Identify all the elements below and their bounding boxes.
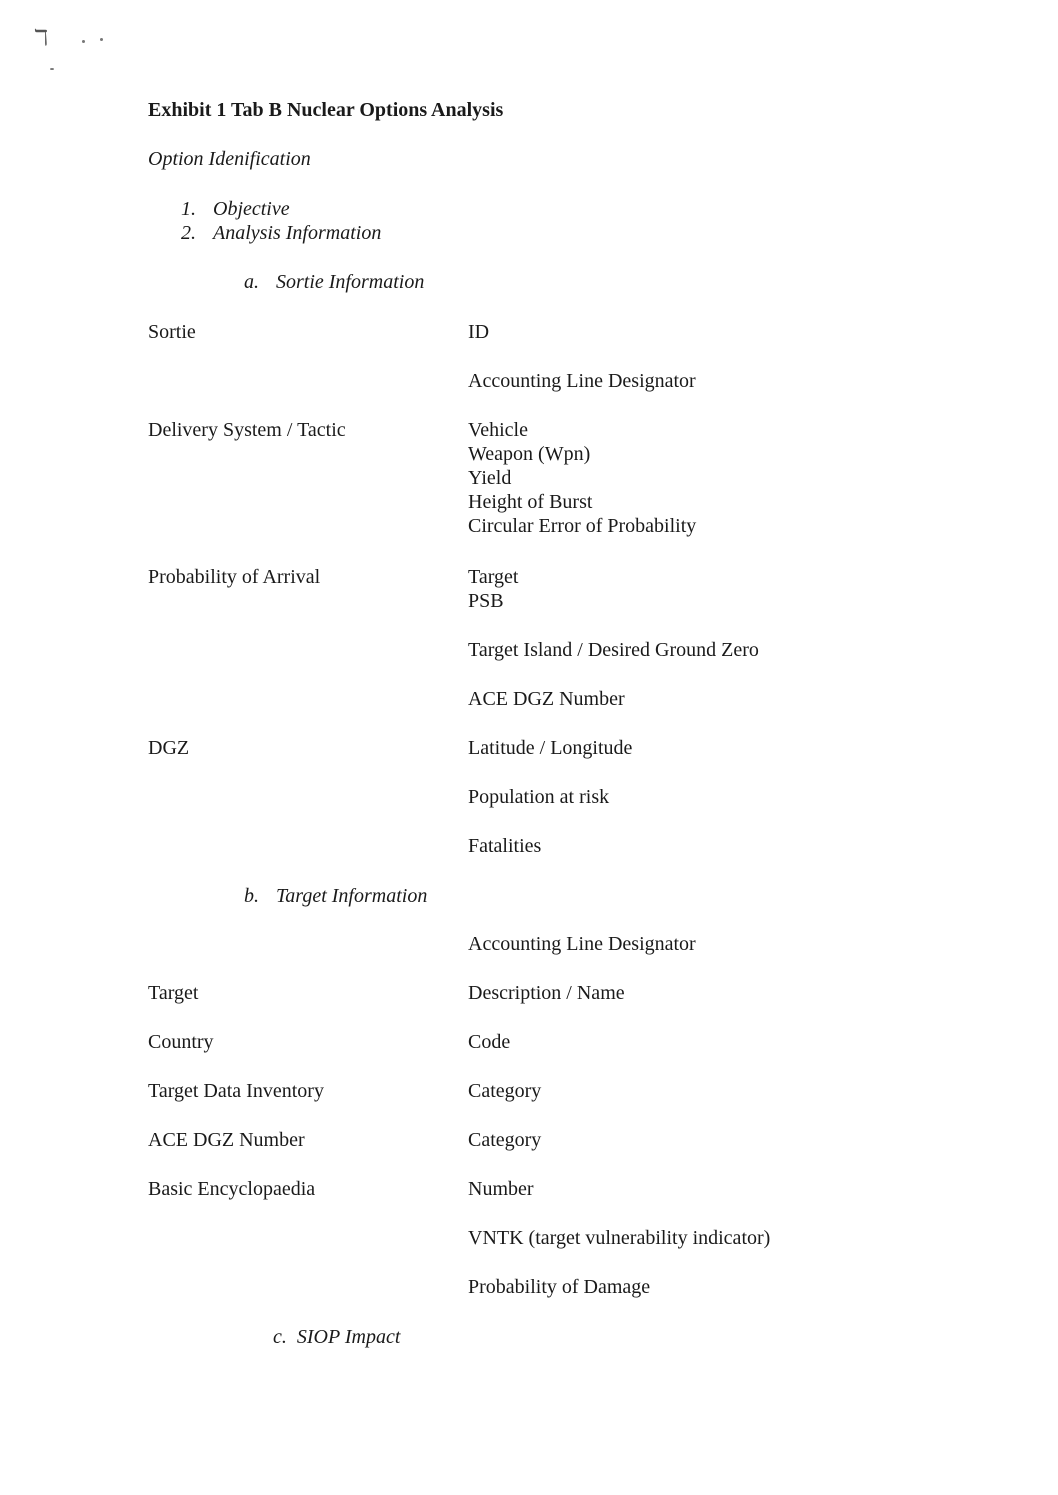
delivery-item: Vehicle <box>468 419 528 441</box>
scan-mark-glyph: ℸ <box>34 26 49 51</box>
numbered-item-objective <box>181 197 290 221</box>
section-label: Target Information <box>276 885 428 907</box>
target-row-left: Target <box>148 982 199 1004</box>
arrival-items <box>468 565 518 613</box>
scan-speck <box>50 68 54 70</box>
target-row-left: Country <box>148 1031 214 1053</box>
scan-speck <box>100 38 103 41</box>
sortie-accounting-line: Accounting Line Designator <box>468 370 696 392</box>
option-heading: Option Idenification <box>148 148 311 170</box>
section-label: SIOP Impact <box>296 1326 401 1348</box>
probability-of-damage: Probability of Damage <box>468 1276 651 1298</box>
delivery-item: Weapon (Wpn) <box>468 443 591 465</box>
section-label: Sortie Information <box>276 271 425 293</box>
ace-dgz-number: ACE DGZ Number <box>468 688 625 710</box>
section-a-heading <box>244 270 424 294</box>
delivery-items <box>468 418 696 538</box>
target-row-right: Category <box>468 1129 542 1151</box>
scan-speck <box>82 40 85 43</box>
target-row-right: Category <box>468 1080 542 1102</box>
sortie-label: Sortie <box>148 321 196 343</box>
target-accounting-line: Accounting Line Designator <box>468 933 696 955</box>
target-row-left: Target Data Inventory <box>148 1080 324 1102</box>
target-row-right: Number <box>468 1178 534 1200</box>
section-letter: a. <box>244 271 259 293</box>
delivery-system-label: Delivery System / Tactic <box>148 419 346 441</box>
section-letter: b. <box>244 885 259 907</box>
target-row-left: ACE DGZ Number <box>148 1129 305 1151</box>
arrival-item: Target <box>468 566 519 588</box>
target-row-right: Code <box>468 1031 511 1053</box>
item-number: 1. <box>181 198 196 220</box>
target-island: Target Island / Desired Ground Zero <box>468 639 759 661</box>
fatalities: Fatalities <box>468 835 542 857</box>
latitude-longitude: Latitude / Longitude <box>468 737 633 759</box>
arrival-item: PSB <box>468 590 504 612</box>
item-label: Analysis Information <box>213 222 382 244</box>
vntk-indicator: VNTK (target vulnerability indicator) <box>468 1227 771 1249</box>
numbered-item-analysis <box>181 221 381 245</box>
sortie-id: ID <box>468 321 490 343</box>
item-label: Objective <box>213 198 290 220</box>
section-b-heading <box>244 884 427 908</box>
item-number: 2. <box>181 222 196 244</box>
section-letter: c. <box>273 1326 287 1348</box>
delivery-item: Height of Burst <box>468 491 593 513</box>
population-at-risk: Population at risk <box>468 786 610 808</box>
target-row-left: Basic Encyclopaedia <box>148 1178 316 1200</box>
document-title: Exhibit 1 Tab B Nuclear Options Analysis <box>148 99 504 121</box>
probability-arrival-label: Probability of Arrival <box>148 566 321 588</box>
section-c-heading <box>273 1325 400 1349</box>
dgz-label: DGZ <box>148 737 190 759</box>
target-row-right: Description / Name <box>468 982 625 1004</box>
delivery-item: Yield <box>468 467 512 489</box>
delivery-item: Circular Error of Probability <box>468 515 697 537</box>
